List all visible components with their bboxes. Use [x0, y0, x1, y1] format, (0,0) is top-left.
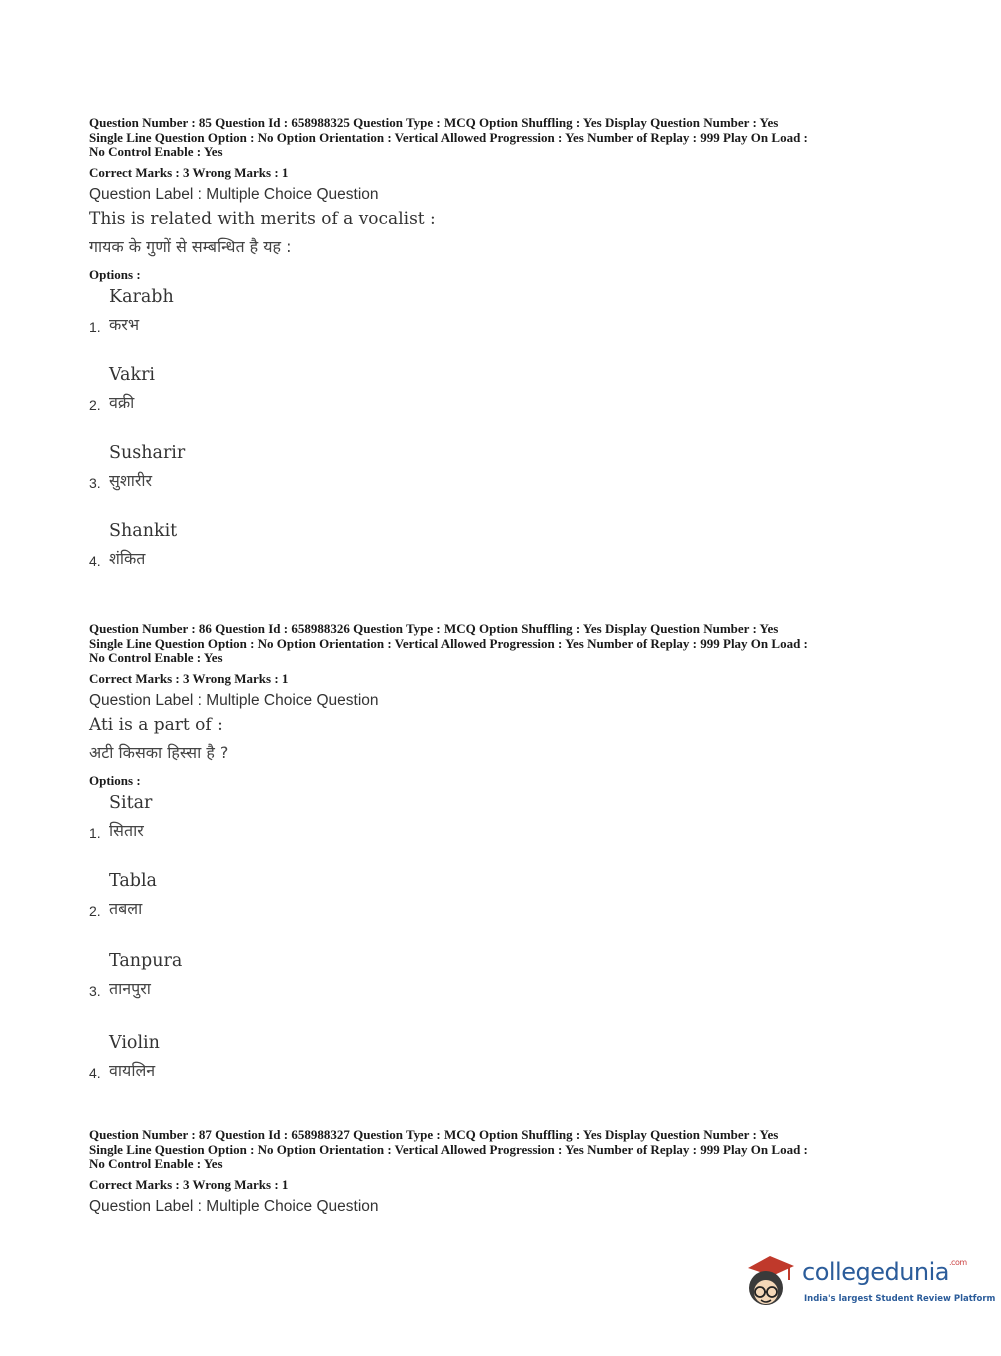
- option-text-english: Vakri: [109, 364, 156, 385]
- option-number: 2.: [89, 902, 101, 919]
- question-text-hindi: गायक के गुणों से सम्बन्धित है यह :: [89, 236, 292, 256]
- option-text-hindi: तानपुरा: [109, 978, 151, 998]
- option-number: 4.: [89, 552, 101, 569]
- option-item: [89, 1029, 919, 1107]
- question-meta-line: No Control Enable : Yes: [89, 144, 223, 159]
- logo-name: collegedunia: [802, 1258, 950, 1286]
- question-meta-line: No Control Enable : Yes: [89, 1156, 223, 1171]
- option-text-hindi: वक्री: [109, 392, 135, 412]
- options-heading: Options :: [89, 772, 141, 788]
- option-text-english: Sitar: [109, 792, 153, 813]
- option-item: [89, 867, 919, 947]
- option-number: 1.: [89, 318, 101, 335]
- logo-tagline: India's largest Student Review Platform: [804, 1294, 996, 1304]
- option-text-english: Tanpura: [109, 950, 183, 971]
- option-text-english: Violin: [109, 1032, 160, 1053]
- option-number: 3.: [89, 982, 101, 999]
- question-meta-line: Question Number : 86 Question Id : 658988326 Question Type : MCQ Option Shuffling : Yes Display Question Number : Yes: [89, 621, 779, 636]
- option-text-hindi: सितार: [109, 820, 144, 840]
- question-meta-line: No Control Enable : Yes: [89, 650, 223, 665]
- question-meta-line: Question Number : 85 Question Id : 658988325 Question Type : MCQ Option Shuffling : Yes Display Question Number : Yes: [89, 115, 779, 130]
- option-number: 1.: [89, 824, 101, 841]
- question-meta-line: Question Number : 87 Question Id : 658988327 Question Type : MCQ Option Shuffling : Yes Display Question Number : Yes: [89, 1127, 779, 1142]
- marks-info: Correct Marks : 3 Wrong Marks : 1: [89, 164, 289, 180]
- question-text-english: Ati is a part of :: [89, 714, 223, 735]
- option-text-english: Shankit: [109, 520, 178, 541]
- logo-suffix: .com: [949, 1258, 967, 1267]
- option-text-english: Susharir: [109, 442, 186, 463]
- option-text-hindi: सुशारीर: [109, 470, 153, 490]
- question-meta-line: Single Line Question Option : No Option Orientation : Vertical Allowed Progression : Yes Number of Replay : 999 Play On Load :: [89, 635, 808, 651]
- question-label: Question Label : Multiple Choice Question: [89, 691, 379, 709]
- question-text-hindi: अटी किसका हिस्सा है ?: [89, 742, 229, 762]
- option-item: [89, 283, 919, 361]
- option-item: [89, 789, 919, 867]
- marks-info: Correct Marks : 3 Wrong Marks : 1: [89, 1176, 289, 1192]
- question-meta-line: Single Line Question Option : No Option Orientation : Vertical Allowed Progression : Yes Number of Replay : 999 Play On Load :: [89, 129, 808, 145]
- option-number: 2.: [89, 396, 101, 413]
- option-text-english: Tabla: [109, 870, 157, 891]
- question-label: Question Label : Multiple Choice Question: [89, 1197, 379, 1215]
- option-text-hindi: तबला: [109, 898, 143, 918]
- options-list: [89, 789, 919, 1107]
- option-text-hindi: करभ: [109, 314, 140, 334]
- collegedunia-logo: [742, 1250, 996, 1320]
- options-list: [89, 283, 919, 595]
- question-meta-line: Single Line Question Option : No Option Orientation : Vertical Allowed Progression : Yes Number of Replay : 999 Play On Load :: [89, 1141, 808, 1157]
- logo-wordmark: [802, 1258, 967, 1286]
- option-item: [89, 361, 919, 439]
- option-text-hindi: वायलिन: [109, 1060, 156, 1080]
- question-text-english: This is related with merits of a vocalist :: [89, 208, 436, 229]
- question-86: [89, 622, 919, 1107]
- options-heading: Options :: [89, 266, 141, 282]
- option-item: [89, 439, 919, 517]
- option-text-english: Karabh: [109, 286, 174, 307]
- mascot-icon: [742, 1250, 800, 1318]
- option-number: 4.: [89, 1064, 101, 1081]
- option-text-hindi: शंकित: [109, 548, 146, 568]
- question-85: [89, 116, 919, 595]
- question-87: [89, 1128, 919, 1216]
- option-item: [89, 947, 919, 1029]
- marks-info: Correct Marks : 3 Wrong Marks : 1: [89, 670, 289, 686]
- option-number: 3.: [89, 474, 101, 491]
- option-item: [89, 517, 919, 595]
- question-label: Question Label : Multiple Choice Question: [89, 185, 379, 203]
